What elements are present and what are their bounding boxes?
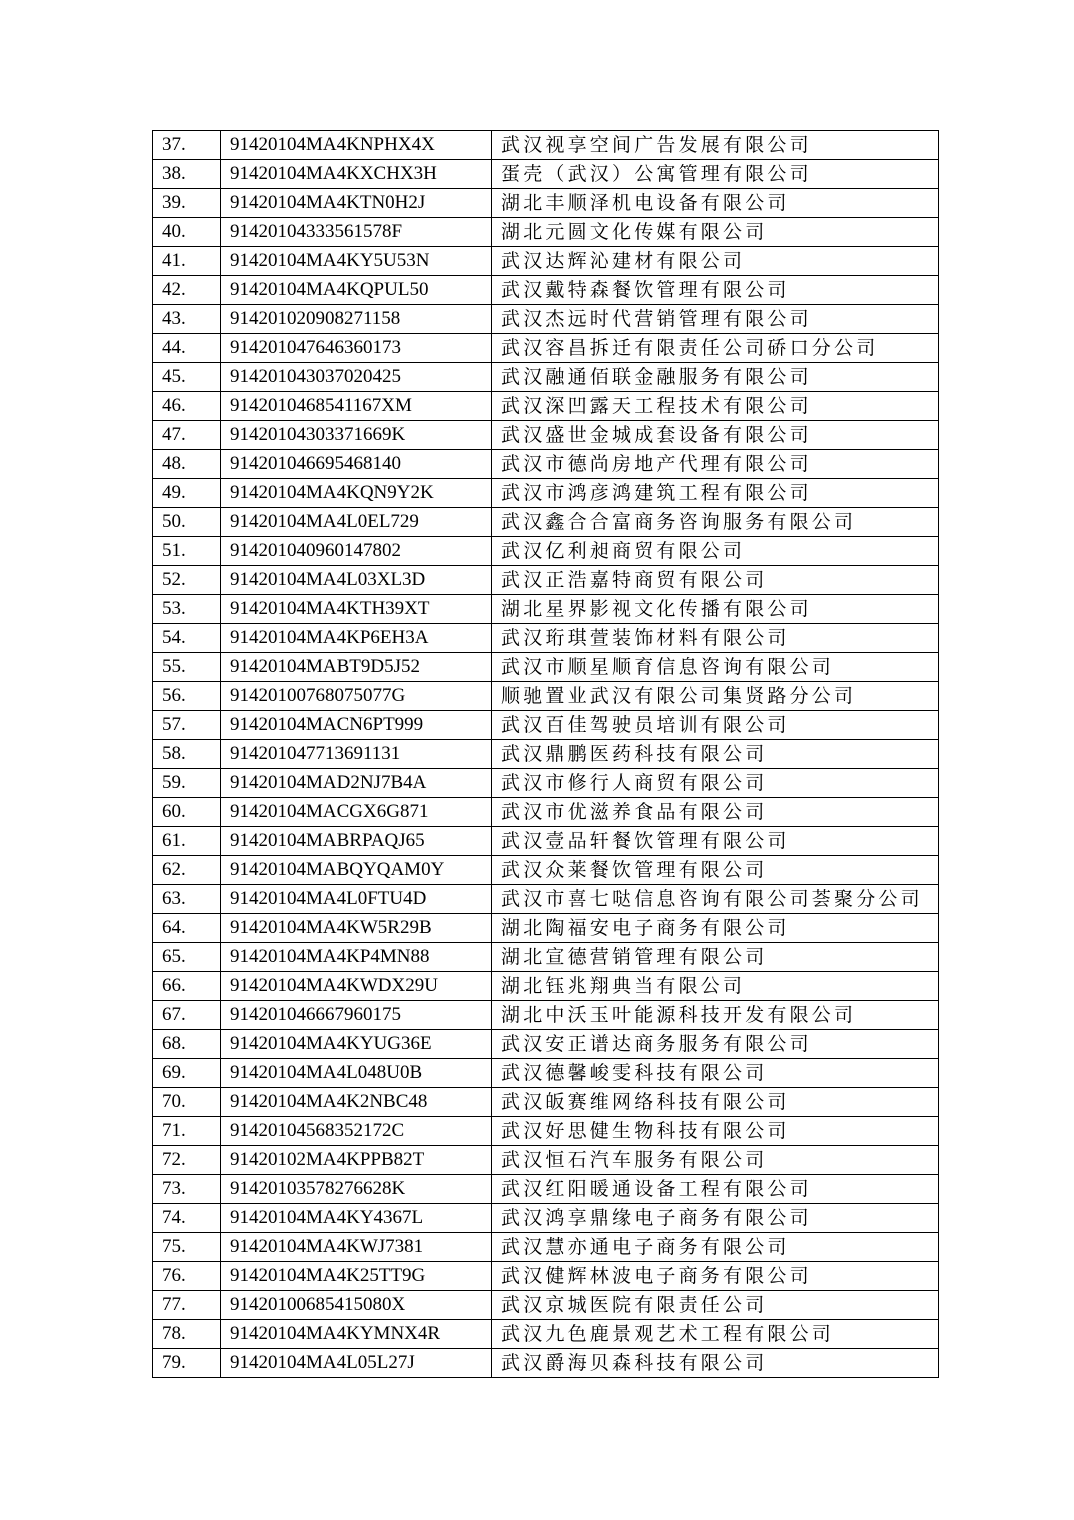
table-row xyxy=(153,160,939,189)
company-name: 武汉珩琪萱装饰材料有限公司 xyxy=(492,624,939,653)
row-number: 64. xyxy=(153,914,221,943)
table-row xyxy=(153,247,939,276)
table-row xyxy=(153,1059,939,1088)
company-name: 武汉达辉沁建材有限公司 xyxy=(492,247,939,276)
row-number: 44. xyxy=(153,334,221,363)
table-row xyxy=(153,305,939,334)
table-row xyxy=(153,189,939,218)
table-row xyxy=(153,740,939,769)
credit-code: 91420104MABT9D5J52 xyxy=(221,653,492,682)
row-number: 71. xyxy=(153,1117,221,1146)
company-name: 武汉皈赛维网络科技有限公司 xyxy=(492,1088,939,1117)
credit-code: 91420104MA4L03XL3D xyxy=(221,566,492,595)
credit-code: 91420104MA4KY5U53N xyxy=(221,247,492,276)
credit-code: 91420104MA4KP4MN88 xyxy=(221,943,492,972)
credit-code: 914201043037020425 xyxy=(221,363,492,392)
credit-code: 91420104303371669K xyxy=(221,421,492,450)
company-name: 武汉市鸿彦鸿建筑工程有限公司 xyxy=(492,479,939,508)
credit-code: 91420104MA4KP6EH3A xyxy=(221,624,492,653)
company-name: 顺驰置业武汉有限公司集贤路分公司 xyxy=(492,682,939,711)
company-name: 湖北陶福安电子商务有限公司 xyxy=(492,914,939,943)
company-name: 湖北星界影视文化传播有限公司 xyxy=(492,595,939,624)
row-number: 61. xyxy=(153,827,221,856)
table-row xyxy=(153,537,939,566)
row-number: 52. xyxy=(153,566,221,595)
table-row xyxy=(153,1030,939,1059)
company-name: 武汉爵海贝森科技有限公司 xyxy=(492,1349,939,1378)
credit-code: 91420100685415080X xyxy=(221,1291,492,1320)
company-name: 武汉市喜七哒信息咨询有限公司荟聚分公司 xyxy=(492,885,939,914)
row-number: 68. xyxy=(153,1030,221,1059)
company-name: 武汉戴特森餐饮管理有限公司 xyxy=(492,276,939,305)
row-number: 54. xyxy=(153,624,221,653)
credit-code: 91420104MA4KQN9Y2K xyxy=(221,479,492,508)
table-row xyxy=(153,566,939,595)
row-number: 69. xyxy=(153,1059,221,1088)
credit-code: 91420104MABQYQAM0Y xyxy=(221,856,492,885)
company-name: 武汉百佳驾驶员培训有限公司 xyxy=(492,711,939,740)
table-row xyxy=(153,914,939,943)
row-number: 51. xyxy=(153,537,221,566)
table-row xyxy=(153,595,939,624)
registry-table-body xyxy=(153,131,939,1378)
table-row xyxy=(153,624,939,653)
table-row xyxy=(153,1320,939,1349)
credit-code: 914201046667960175 xyxy=(221,1001,492,1030)
company-name: 武汉恒石汽车服务有限公司 xyxy=(492,1146,939,1175)
credit-code: 914201047713691131 xyxy=(221,740,492,769)
company-name: 武汉红阳暖通设备工程有限公司 xyxy=(492,1175,939,1204)
row-number: 50. xyxy=(153,508,221,537)
credit-code: 91420104MA4K25TT9G xyxy=(221,1262,492,1291)
table-row xyxy=(153,1204,939,1233)
table-row xyxy=(153,1233,939,1262)
credit-code: 914201020908271158 xyxy=(221,305,492,334)
company-name: 武汉亿利昶商贸有限公司 xyxy=(492,537,939,566)
company-name: 湖北宣德营销管理有限公司 xyxy=(492,943,939,972)
table-row xyxy=(153,1001,939,1030)
table-row xyxy=(153,827,939,856)
credit-code: 91420104333561578F xyxy=(221,218,492,247)
table-row xyxy=(153,1262,939,1291)
row-number: 59. xyxy=(153,769,221,798)
row-number: 55. xyxy=(153,653,221,682)
row-number: 46. xyxy=(153,392,221,421)
table-row xyxy=(153,1117,939,1146)
row-number: 66. xyxy=(153,972,221,1001)
table-row xyxy=(153,334,939,363)
credit-code: 91420104MA4KWDX29U xyxy=(221,972,492,1001)
company-name: 武汉市顺星顺育信息咨询有限公司 xyxy=(492,653,939,682)
row-number: 57. xyxy=(153,711,221,740)
row-number: 77. xyxy=(153,1291,221,1320)
credit-code: 91420104MAD2NJ7B4A xyxy=(221,769,492,798)
company-name: 湖北中沃玉叶能源科技开发有限公司 xyxy=(492,1001,939,1030)
company-name: 武汉正浩嘉特商贸有限公司 xyxy=(492,566,939,595)
credit-code: 91420104MA4KYUG36E xyxy=(221,1030,492,1059)
row-number: 60. xyxy=(153,798,221,827)
row-number: 78. xyxy=(153,1320,221,1349)
row-number: 43. xyxy=(153,305,221,334)
row-number: 70. xyxy=(153,1088,221,1117)
credit-code: 91420104MACN6PT999 xyxy=(221,711,492,740)
company-name: 湖北丰顺泽机电设备有限公司 xyxy=(492,189,939,218)
credit-code: 91420102MA4KPPB82T xyxy=(221,1146,492,1175)
company-name: 武汉好思健生物科技有限公司 xyxy=(492,1117,939,1146)
credit-code: 91420104MABRPAQJ65 xyxy=(221,827,492,856)
company-name: 武汉深凹露天工程技术有限公司 xyxy=(492,392,939,421)
table-row xyxy=(153,1349,939,1378)
row-number: 72. xyxy=(153,1146,221,1175)
row-number: 48. xyxy=(153,450,221,479)
company-name: 武汉鑫合合富商务咨询服务有限公司 xyxy=(492,508,939,537)
table-row xyxy=(153,131,939,160)
table-row xyxy=(153,1088,939,1117)
row-number: 73. xyxy=(153,1175,221,1204)
credit-code: 91420104MA4KY4367L xyxy=(221,1204,492,1233)
row-number: 67. xyxy=(153,1001,221,1030)
credit-code: 91420104MA4KQPUL50 xyxy=(221,276,492,305)
credit-code: 91420104MACGX6G871 xyxy=(221,798,492,827)
row-number: 40. xyxy=(153,218,221,247)
company-registry-table xyxy=(152,130,939,1378)
credit-code: 91420100768075077G xyxy=(221,682,492,711)
company-name: 武汉市优滋养食品有限公司 xyxy=(492,798,939,827)
credit-code: 91420104MA4KW5R29B xyxy=(221,914,492,943)
row-number: 56. xyxy=(153,682,221,711)
company-name: 武汉健辉林波电子商务有限公司 xyxy=(492,1262,939,1291)
credit-code: 91420104MA4KTH39XT xyxy=(221,595,492,624)
row-number: 45. xyxy=(153,363,221,392)
row-number: 75. xyxy=(153,1233,221,1262)
row-number: 79. xyxy=(153,1349,221,1378)
company-name: 武汉京城医院有限责任公司 xyxy=(492,1291,939,1320)
table-row xyxy=(153,885,939,914)
company-name: 武汉众莱餐饮管理有限公司 xyxy=(492,856,939,885)
credit-code: 91420104MA4KXCHX3H xyxy=(221,160,492,189)
credit-code: 91420104MA4L048U0B xyxy=(221,1059,492,1088)
company-name: 武汉杰远时代营销管理有限公司 xyxy=(492,305,939,334)
row-number: 74. xyxy=(153,1204,221,1233)
table-row xyxy=(153,798,939,827)
row-number: 41. xyxy=(153,247,221,276)
row-number: 58. xyxy=(153,740,221,769)
company-name: 武汉视享空间广告发展有限公司 xyxy=(492,131,939,160)
table-row xyxy=(153,479,939,508)
company-name: 武汉壹品轩餐饮管理有限公司 xyxy=(492,827,939,856)
company-name: 武汉市修行人商贸有限公司 xyxy=(492,769,939,798)
company-name: 武汉慧亦通电子商务有限公司 xyxy=(492,1233,939,1262)
credit-code: 91420104MA4KNPHX4X xyxy=(221,131,492,160)
credit-code: 91420103578276628K xyxy=(221,1175,492,1204)
company-name: 蛋壳（武汉）公寓管理有限公司 xyxy=(492,160,939,189)
company-name: 湖北元圆文化传媒有限公司 xyxy=(492,218,939,247)
credit-code: 91420104MA4KWJ7381 xyxy=(221,1233,492,1262)
row-number: 47. xyxy=(153,421,221,450)
credit-code: 91420104MA4KYMNX4R xyxy=(221,1320,492,1349)
credit-code: 91420104MA4L05L27J xyxy=(221,1349,492,1378)
table-row xyxy=(153,1175,939,1204)
credit-code: 91420104MA4L0FTU4D xyxy=(221,885,492,914)
row-number: 39. xyxy=(153,189,221,218)
credit-code: 914201040960147802 xyxy=(221,537,492,566)
table-row xyxy=(153,1146,939,1175)
company-name: 武汉安正谱达商务服务有限公司 xyxy=(492,1030,939,1059)
credit-code: 914201046695468140 xyxy=(221,450,492,479)
row-number: 76. xyxy=(153,1262,221,1291)
table-row xyxy=(153,682,939,711)
table-row xyxy=(153,856,939,885)
row-number: 53. xyxy=(153,595,221,624)
credit-code: 91420104568352172C xyxy=(221,1117,492,1146)
company-name: 湖北钰兆翔典当有限公司 xyxy=(492,972,939,1001)
table-row xyxy=(153,276,939,305)
table-row xyxy=(153,972,939,1001)
company-name: 武汉九色鹿景观艺术工程有限公司 xyxy=(492,1320,939,1349)
credit-code: 914201047646360173 xyxy=(221,334,492,363)
table-row xyxy=(153,508,939,537)
company-name: 武汉鼎鹏医药科技有限公司 xyxy=(492,740,939,769)
table-row xyxy=(153,450,939,479)
row-number: 65. xyxy=(153,943,221,972)
table-row xyxy=(153,711,939,740)
company-name: 武汉盛世金城成套设备有限公司 xyxy=(492,421,939,450)
credit-code: 91420104MA4L0EL729 xyxy=(221,508,492,537)
company-name: 武汉德馨峻雯科技有限公司 xyxy=(492,1059,939,1088)
credit-code: 91420104MA4KTN0H2J xyxy=(221,189,492,218)
company-name: 武汉市德尚房地产代理有限公司 xyxy=(492,450,939,479)
table-row xyxy=(153,769,939,798)
row-number: 62. xyxy=(153,856,221,885)
company-name: 武汉鸿享鼎缘电子商务有限公司 xyxy=(492,1204,939,1233)
credit-code: 91420104MA4K2NBC48 xyxy=(221,1088,492,1117)
table-row xyxy=(153,218,939,247)
table-row xyxy=(153,943,939,972)
table-row xyxy=(153,363,939,392)
row-number: 37. xyxy=(153,131,221,160)
company-name: 武汉融通佰联金融服务有限公司 xyxy=(492,363,939,392)
table-row xyxy=(153,421,939,450)
company-name: 武汉容昌拆迁有限责任公司硚口分公司 xyxy=(492,334,939,363)
table-row xyxy=(153,392,939,421)
table-row xyxy=(153,653,939,682)
row-number: 42. xyxy=(153,276,221,305)
table-row xyxy=(153,1291,939,1320)
row-number: 38. xyxy=(153,160,221,189)
row-number: 63. xyxy=(153,885,221,914)
row-number: 49. xyxy=(153,479,221,508)
credit-code: 9142010468541167XM xyxy=(221,392,492,421)
